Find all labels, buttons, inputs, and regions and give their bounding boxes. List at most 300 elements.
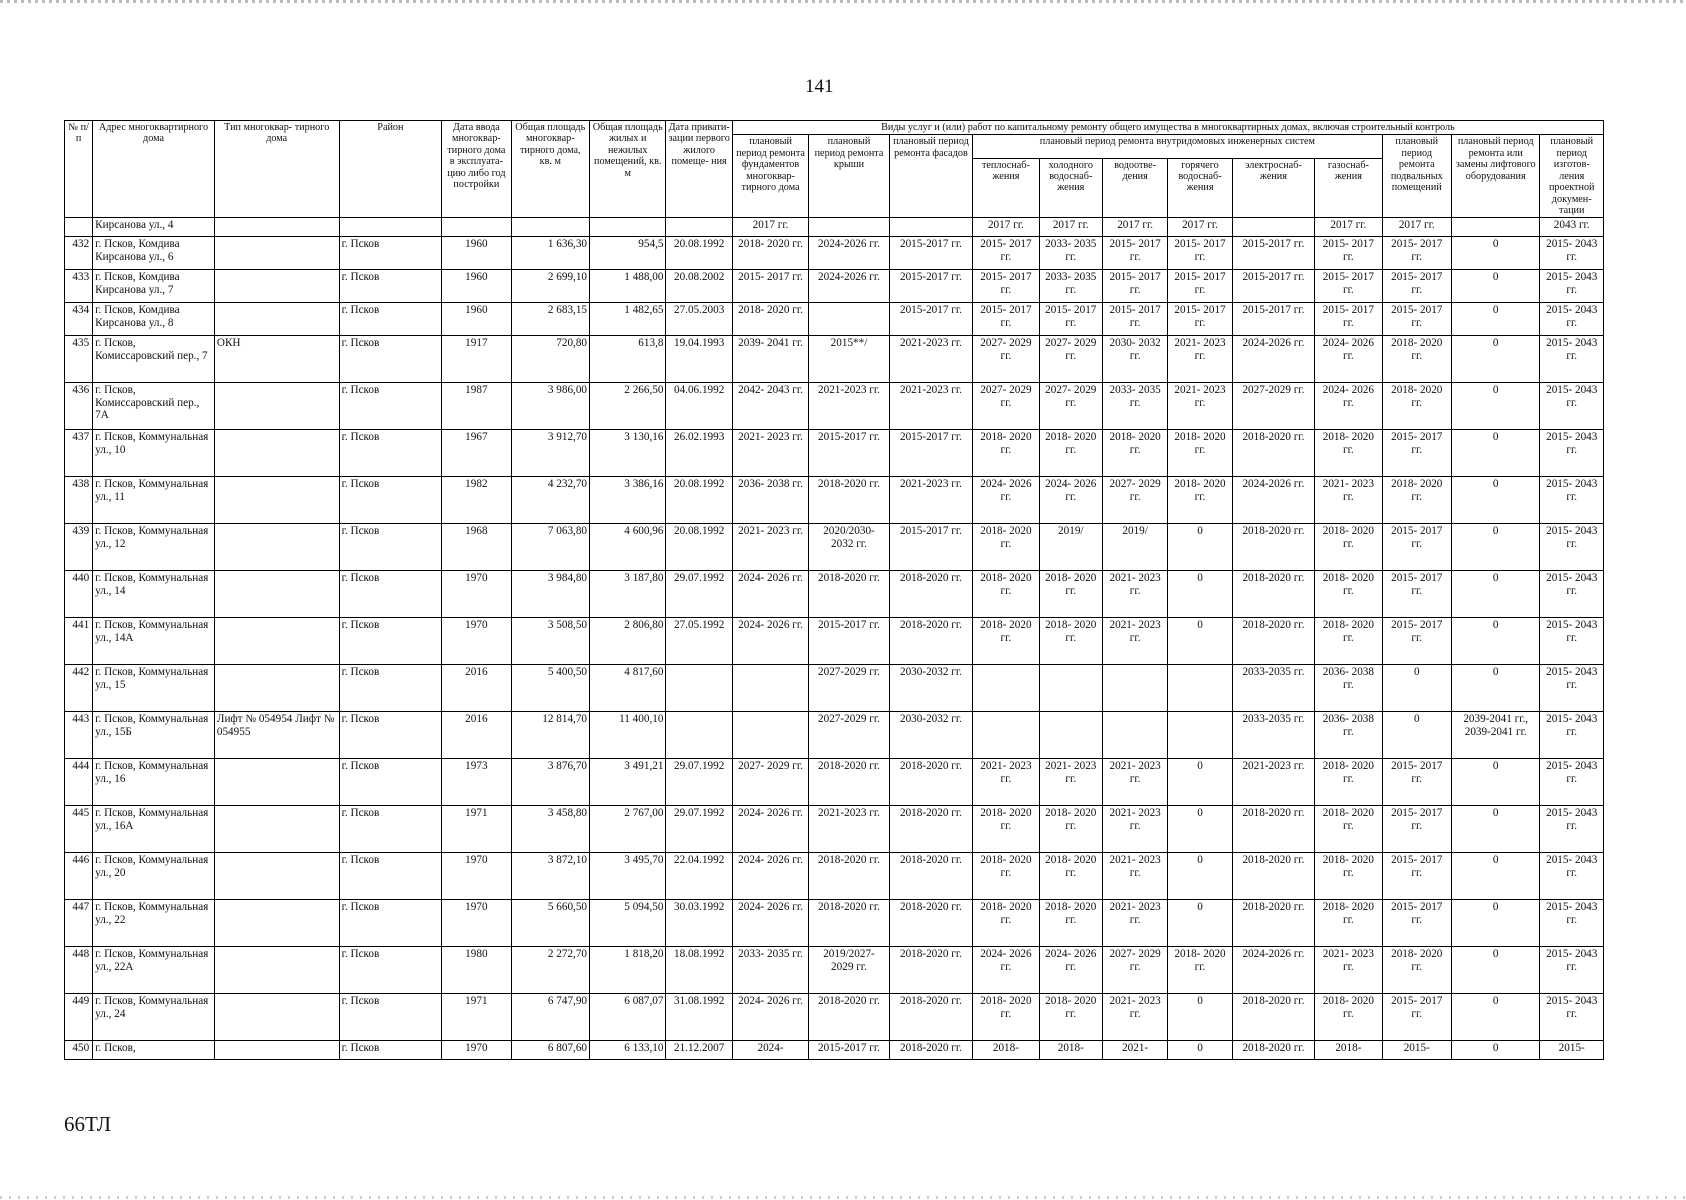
cell-docs: 2015- 2043 гг. bbox=[1540, 806, 1604, 853]
cell-lift: 0 bbox=[1451, 853, 1540, 900]
cell-foundation: 2024- bbox=[732, 1041, 808, 1060]
cell-foundation: 2033- 2035 гг. bbox=[732, 947, 808, 994]
cell-electric: 2033-2035 гг. bbox=[1232, 665, 1314, 712]
cell-year: 1960 bbox=[442, 237, 511, 270]
cell-lift: 0 bbox=[1451, 947, 1540, 994]
cell-heat: 2018- 2020 гг. bbox=[973, 994, 1039, 1041]
cell-address: г. Псков, Комдива Кирсанова ул., 8 bbox=[93, 303, 215, 336]
cell-address: г. Псков, Коммунальная ул., 12 bbox=[93, 524, 215, 571]
cell-facade: 2018-2020 гг. bbox=[889, 759, 972, 806]
cell-no: 440 bbox=[65, 571, 93, 618]
cell-basement: 2017 гг. bbox=[1382, 218, 1451, 237]
cell-cold-water: 2018- bbox=[1039, 1041, 1102, 1060]
header-gas: газоснаб- жения bbox=[1315, 158, 1382, 218]
cell-roof: 2018-2020 гг. bbox=[809, 571, 889, 618]
footer-code: 66ТЛ bbox=[64, 1112, 112, 1136]
cell-foundation: 2017 гг. bbox=[732, 218, 808, 237]
cell-living-area: 3 187,80 bbox=[590, 571, 666, 618]
cell-facade: 2021-2023 гг. bbox=[889, 383, 972, 430]
cell-address: Кирсанова ул., 4 bbox=[93, 218, 215, 237]
cell-hot-water: 0 bbox=[1168, 571, 1232, 618]
cell-sewer: 2027- 2029 гг. bbox=[1102, 947, 1167, 994]
cell-hot-water: 2018- 2020 гг. bbox=[1168, 947, 1232, 994]
capital-repair-table bbox=[64, 120, 1604, 1060]
header-living-area: Общая площадь жилых и нежилых помещений, кв. м bbox=[590, 121, 666, 218]
cell-gas: 2017 гг. bbox=[1315, 218, 1382, 237]
cell-address: г. Псков, Комиссаровский пер., 7А bbox=[93, 383, 215, 430]
cell-gas: 2021- 2023 гг. bbox=[1315, 477, 1382, 524]
cell-cold-water bbox=[1039, 712, 1102, 759]
cell-gas: 2018- bbox=[1315, 1041, 1382, 1060]
cell-foundation: 2024- 2026 гг. bbox=[732, 853, 808, 900]
cell-district: г. Псков bbox=[339, 270, 442, 303]
cell-lift: 0 bbox=[1451, 665, 1540, 712]
cell-type: Лифт № 054954 Лифт № 054955 bbox=[214, 712, 339, 759]
cell-lift: 0 bbox=[1451, 336, 1540, 383]
table-row bbox=[65, 947, 1604, 994]
cell-heat: 2018- 2020 гг. bbox=[973, 806, 1039, 853]
cell-living-area bbox=[590, 218, 666, 237]
cell-total-area bbox=[511, 218, 589, 237]
cell-facade: 2018-2020 гг. bbox=[889, 994, 972, 1041]
header-electric: электроснаб- жения bbox=[1232, 158, 1314, 218]
cell-facade: 2015-2017 гг. bbox=[889, 430, 972, 477]
cell-no: 444 bbox=[65, 759, 93, 806]
cell-electric: 2015-2017 гг. bbox=[1232, 303, 1314, 336]
header-works-group: Виды услуг и (или) работ по капитальному ремонту общего имущества в многоквартирных домах, включая строительный контроль bbox=[732, 121, 1603, 135]
cell-total-area: 4 232,70 bbox=[511, 477, 589, 524]
cell-docs: 2015- 2043 гг. bbox=[1540, 270, 1604, 303]
cell-year: 1970 bbox=[442, 1041, 511, 1060]
cell-heat: 2018- 2020 гг. bbox=[973, 900, 1039, 947]
cell-docs: 2015- 2043 гг. bbox=[1540, 430, 1604, 477]
cell-year: 1973 bbox=[442, 759, 511, 806]
cell-gas: 2036- 2038 гг. bbox=[1315, 712, 1382, 759]
cell-year: 1970 bbox=[442, 853, 511, 900]
cell-foundation: 2027- 2029 гг. bbox=[732, 759, 808, 806]
cell-electric: 2018-2020 гг. bbox=[1232, 618, 1314, 665]
cell-privatization: 21.12.2007 bbox=[666, 1041, 732, 1060]
cell-electric: 2027-2029 гг. bbox=[1232, 383, 1314, 430]
cell-total-area: 3 986,00 bbox=[511, 383, 589, 430]
cell-lift: 0 bbox=[1451, 237, 1540, 270]
cell-facade: 2015-2017 гг. bbox=[889, 237, 972, 270]
cell-type bbox=[214, 759, 339, 806]
cell-sewer: 2018- 2020 гг. bbox=[1102, 430, 1167, 477]
cell-privatization: 27.05.1992 bbox=[666, 618, 732, 665]
cell-living-area: 2 806,80 bbox=[590, 618, 666, 665]
cell-sewer: 2021- 2023 гг. bbox=[1102, 571, 1167, 618]
cell-privatization: 30.03.1992 bbox=[666, 900, 732, 947]
cell-lift: 0 bbox=[1451, 524, 1540, 571]
table-row bbox=[65, 524, 1604, 571]
cell-address: г. Псков, Комдива Кирсанова ул., 7 bbox=[93, 270, 215, 303]
cell-roof: 2018-2020 гг. bbox=[809, 477, 889, 524]
header-foundation: плановый период ремонта фундаментов многоквар- тирного дома bbox=[732, 135, 808, 218]
cell-address: г. Псков, bbox=[93, 1041, 215, 1060]
cell-roof: 2027-2029 гг. bbox=[809, 712, 889, 759]
cell-cold-water: 2018- 2020 гг. bbox=[1039, 900, 1102, 947]
header-basement: плановый период ремонта подвальных помещений bbox=[1382, 135, 1451, 218]
cell-heat: 2015- 2017 гг. bbox=[973, 237, 1039, 270]
cell-address: г. Псков, Комиссаровский пер., 7 bbox=[93, 336, 215, 383]
cell-privatization: 18.08.1992 bbox=[666, 947, 732, 994]
cell-hot-water: 0 bbox=[1168, 994, 1232, 1041]
cell-address: г. Псков, Коммунальная ул., 22А bbox=[93, 947, 215, 994]
table-row bbox=[65, 900, 1604, 947]
header-engineering-group: плановый период ремонта внутридомовых инженерных систем bbox=[973, 135, 1382, 158]
cell-cold-water: 2018- 2020 гг. bbox=[1039, 806, 1102, 853]
cell-sewer: 2021- 2023 гг. bbox=[1102, 618, 1167, 665]
cell-hot-water: 0 bbox=[1168, 900, 1232, 947]
cell-no: 441 bbox=[65, 618, 93, 665]
table-row-continuation bbox=[65, 218, 1604, 237]
header-no: № п/п bbox=[65, 121, 93, 218]
cell-no: 435 bbox=[65, 336, 93, 383]
cell-electric: 2024-2026 гг. bbox=[1232, 336, 1314, 383]
cell-gas: 2024- 2026 гг. bbox=[1315, 383, 1382, 430]
cell-address: г. Псков, Коммунальная ул., 24 bbox=[93, 994, 215, 1041]
header-total-area: Общая площадь многоквар- тирного дома, кв. м bbox=[511, 121, 589, 218]
cell-total-area: 7 063,80 bbox=[511, 524, 589, 571]
cell-gas: 2015- 2017 гг. bbox=[1315, 270, 1382, 303]
cell-heat: 2018- 2020 гг. bbox=[973, 524, 1039, 571]
header-type: Тип многоквар- тирного дома bbox=[214, 121, 339, 218]
cell-privatization: 22.04.1992 bbox=[666, 853, 732, 900]
header-commissioning: Дата ввода многоквар- тирного дома в эксплуата- цию либо год постройки bbox=[442, 121, 511, 218]
cell-type bbox=[214, 383, 339, 430]
cell-year bbox=[442, 218, 511, 237]
cell-year: 1970 bbox=[442, 900, 511, 947]
cell-docs: 2015- 2043 гг. bbox=[1540, 994, 1604, 1041]
cell-roof: 2024-2026 гг. bbox=[809, 270, 889, 303]
cell-total-area: 5 660,50 bbox=[511, 900, 589, 947]
cell-sewer: 2021- bbox=[1102, 1041, 1167, 1060]
cell-type bbox=[214, 270, 339, 303]
cell-basement: 2015- 2017 гг. bbox=[1382, 303, 1451, 336]
header-privatization: Дата привати- зации первого жилого помеще- ния bbox=[666, 121, 732, 218]
cell-gas: 2018- 2020 гг. bbox=[1315, 900, 1382, 947]
cell-electric bbox=[1232, 218, 1314, 237]
cell-roof: 2021-2023 гг. bbox=[809, 383, 889, 430]
cell-no bbox=[65, 218, 93, 237]
cell-address: г. Псков, Коммунальная ул., 22 bbox=[93, 900, 215, 947]
cell-district: г. Псков bbox=[339, 759, 442, 806]
cell-gas: 2018- 2020 гг. bbox=[1315, 430, 1382, 477]
cell-privatization bbox=[666, 665, 732, 712]
header-lift: плановый период ремонта или замены лифтового оборудования bbox=[1451, 135, 1540, 218]
cell-year: 1967 bbox=[442, 430, 511, 477]
cell-living-area: 3 386,16 bbox=[590, 477, 666, 524]
cell-sewer: 2033- 2035 гг. bbox=[1102, 383, 1167, 430]
cell-heat bbox=[973, 665, 1039, 712]
cell-address: г. Псков, Коммунальная ул., 16 bbox=[93, 759, 215, 806]
cell-docs: 2015- 2043 гг. bbox=[1540, 947, 1604, 994]
cell-living-area: 1 482,65 bbox=[590, 303, 666, 336]
cell-electric: 2033-2035 гг. bbox=[1232, 712, 1314, 759]
cell-cold-water: 2018- 2020 гг. bbox=[1039, 430, 1102, 477]
cell-living-area: 2 767,00 bbox=[590, 806, 666, 853]
cell-total-area: 2 272,70 bbox=[511, 947, 589, 994]
cell-district: г. Псков bbox=[339, 853, 442, 900]
cell-no: 437 bbox=[65, 430, 93, 477]
cell-gas: 2024- 2026 гг. bbox=[1315, 336, 1382, 383]
cell-lift: 0 bbox=[1451, 994, 1540, 1041]
header-address: Адрес многоквартирного дома bbox=[93, 121, 215, 218]
cell-cold-water: 2021- 2023 гг. bbox=[1039, 759, 1102, 806]
cell-cold-water: 2018- 2020 гг. bbox=[1039, 853, 1102, 900]
cell-sewer: 2015- 2017 гг. bbox=[1102, 270, 1167, 303]
cell-lift: 2039-2041 гг., 2039-2041 гг. bbox=[1451, 712, 1540, 759]
cell-foundation: 2024- 2026 гг. bbox=[732, 618, 808, 665]
cell-docs: 2015- 2043 гг. bbox=[1540, 618, 1604, 665]
cell-year: 1971 bbox=[442, 994, 511, 1041]
cell-basement: 2018- 2020 гг. bbox=[1382, 947, 1451, 994]
cell-foundation: 2024- 2026 гг. bbox=[732, 806, 808, 853]
cell-facade: 2018-2020 гг. bbox=[889, 947, 972, 994]
cell-electric: 2015-2017 гг. bbox=[1232, 270, 1314, 303]
cell-district: г. Псков bbox=[339, 237, 442, 270]
scan-edge-top bbox=[0, 0, 1686, 3]
table-row bbox=[65, 477, 1604, 524]
cell-cold-water bbox=[1039, 665, 1102, 712]
cell-address: г. Псков, Коммунальная ул., 14А bbox=[93, 618, 215, 665]
cell-cold-water: 2027- 2029 гг. bbox=[1039, 336, 1102, 383]
cell-docs: 2015- 2043 гг. bbox=[1540, 712, 1604, 759]
cell-heat: 2015- 2017 гг. bbox=[973, 303, 1039, 336]
cell-district: г. Псков bbox=[339, 618, 442, 665]
cell-gas: 2018- 2020 гг. bbox=[1315, 994, 1382, 1041]
cell-cold-water: 2015- 2017 гг. bbox=[1039, 303, 1102, 336]
cell-living-area: 3 491,21 bbox=[590, 759, 666, 806]
cell-sewer: 2015- 2017 гг. bbox=[1102, 303, 1167, 336]
cell-electric: 2024-2026 гг. bbox=[1232, 477, 1314, 524]
cell-no: 449 bbox=[65, 994, 93, 1041]
cell-living-area: 2 266,50 bbox=[590, 383, 666, 430]
cell-privatization: 29.07.1992 bbox=[666, 759, 732, 806]
cell-facade: 2018-2020 гг. bbox=[889, 1041, 972, 1060]
cell-year: 1971 bbox=[442, 806, 511, 853]
table-row bbox=[65, 853, 1604, 900]
cell-electric: 2024-2026 гг. bbox=[1232, 947, 1314, 994]
cell-gas: 2036- 2038 гг. bbox=[1315, 665, 1382, 712]
cell-cold-water: 2033- 2035 гг. bbox=[1039, 270, 1102, 303]
cell-basement: 2015- 2017 гг. bbox=[1382, 270, 1451, 303]
cell-foundation: 2018- 2020 гг. bbox=[732, 237, 808, 270]
cell-total-area: 1 636,30 bbox=[511, 237, 589, 270]
cell-total-area: 5 400,50 bbox=[511, 665, 589, 712]
table-row bbox=[65, 430, 1604, 477]
cell-roof: 2018-2020 гг. bbox=[809, 853, 889, 900]
cell-hot-water: 0 bbox=[1168, 806, 1232, 853]
cell-total-area: 6 747,90 bbox=[511, 994, 589, 1041]
cell-heat: 2021- 2023 гг. bbox=[973, 759, 1039, 806]
cell-type bbox=[214, 430, 339, 477]
cell-lift: 0 bbox=[1451, 477, 1540, 524]
cell-hot-water bbox=[1168, 665, 1232, 712]
cell-basement: 2015- 2017 гг. bbox=[1382, 994, 1451, 1041]
cell-address: г. Псков, Коммунальная ул., 15Б bbox=[93, 712, 215, 759]
header-facade: плановый период ремонта фасадов bbox=[889, 135, 972, 218]
header-roof: плановый период ремонта крыши bbox=[809, 135, 889, 218]
cell-hot-water: 0 bbox=[1168, 1041, 1232, 1060]
cell-living-area: 613,8 bbox=[590, 336, 666, 383]
cell-district: г. Псков bbox=[339, 571, 442, 618]
cell-basement: 2018- 2020 гг. bbox=[1382, 336, 1451, 383]
cell-roof bbox=[809, 303, 889, 336]
cell-hot-water: 0 bbox=[1168, 618, 1232, 665]
cell-living-area: 11 400,10 bbox=[590, 712, 666, 759]
cell-cold-water: 2024- 2026 гг. bbox=[1039, 477, 1102, 524]
cell-address: г. Псков, Коммунальная ул., 10 bbox=[93, 430, 215, 477]
table-body bbox=[65, 218, 1604, 1060]
cell-year: 1987 bbox=[442, 383, 511, 430]
cell-hot-water: 2017 гг. bbox=[1168, 218, 1232, 237]
cell-facade: 2015-2017 гг. bbox=[889, 303, 972, 336]
cell-district: г. Псков bbox=[339, 430, 442, 477]
cell-foundation: 2042- 2043 гг. bbox=[732, 383, 808, 430]
cell-electric: 2021-2023 гг. bbox=[1232, 759, 1314, 806]
cell-docs: 2015- 2043 гг. bbox=[1540, 853, 1604, 900]
scan-edge-bottom bbox=[0, 1196, 1686, 1199]
cell-no: 446 bbox=[65, 853, 93, 900]
cell-gas: 2018- 2020 гг. bbox=[1315, 524, 1382, 571]
cell-total-area: 720,80 bbox=[511, 336, 589, 383]
cell-roof: 2018-2020 гг. bbox=[809, 994, 889, 1041]
cell-address: г. Псков, Коммунальная ул., 16А bbox=[93, 806, 215, 853]
cell-year: 1980 bbox=[442, 947, 511, 994]
cell-roof: 2015-2017 гг. bbox=[809, 1041, 889, 1060]
cell-living-area: 3 130,16 bbox=[590, 430, 666, 477]
cell-sewer: 2021- 2023 гг. bbox=[1102, 853, 1167, 900]
cell-foundation: 2018- 2020 гг. bbox=[732, 303, 808, 336]
cell-privatization: 19.04.1993 bbox=[666, 336, 732, 383]
cell-type bbox=[214, 303, 339, 336]
cell-lift: 0 bbox=[1451, 571, 1540, 618]
cell-heat: 2018- 2020 гг. bbox=[973, 618, 1039, 665]
cell-privatization: 20.08.1992 bbox=[666, 524, 732, 571]
table-row bbox=[65, 665, 1604, 712]
cell-living-area: 6 133,10 bbox=[590, 1041, 666, 1060]
cell-cold-water: 2019/ bbox=[1039, 524, 1102, 571]
table-row bbox=[65, 237, 1604, 270]
cell-basement: 2015- 2017 гг. bbox=[1382, 759, 1451, 806]
cell-heat: 2018- 2020 гг. bbox=[973, 571, 1039, 618]
cell-basement: 2015- 2017 гг. bbox=[1382, 853, 1451, 900]
cell-no: 433 bbox=[65, 270, 93, 303]
cell-sewer: 2021- 2023 гг. bbox=[1102, 900, 1167, 947]
cell-docs: 2015- 2043 гг. bbox=[1540, 759, 1604, 806]
cell-year: 1917 bbox=[442, 336, 511, 383]
cell-sewer: 2021- 2023 гг. bbox=[1102, 759, 1167, 806]
cell-lift: 0 bbox=[1451, 430, 1540, 477]
cell-docs: 2015- 2043 гг. bbox=[1540, 900, 1604, 947]
cell-sewer: 2021- 2023 гг. bbox=[1102, 994, 1167, 1041]
cell-no: 442 bbox=[65, 665, 93, 712]
cell-district: г. Псков bbox=[339, 665, 442, 712]
cell-district: г. Псков bbox=[339, 524, 442, 571]
cell-basement: 2018- 2020 гг. bbox=[1382, 477, 1451, 524]
table-header bbox=[65, 121, 1604, 218]
table-row bbox=[65, 994, 1604, 1041]
cell-sewer bbox=[1102, 665, 1167, 712]
cell-docs: 2015- 2043 гг. bbox=[1540, 237, 1604, 270]
cell-foundation bbox=[732, 712, 808, 759]
cell-lift: 0 bbox=[1451, 618, 1540, 665]
cell-gas: 2015- 2017 гг. bbox=[1315, 303, 1382, 336]
cell-district: г. Псков bbox=[339, 477, 442, 524]
cell-total-area: 2 699,10 bbox=[511, 270, 589, 303]
cell-lift: 0 bbox=[1451, 383, 1540, 430]
cell-living-area: 4 600,96 bbox=[590, 524, 666, 571]
cell-year: 1968 bbox=[442, 524, 511, 571]
cell-total-area: 6 807,60 bbox=[511, 1041, 589, 1060]
cell-district: г. Псков bbox=[339, 806, 442, 853]
cell-roof: 2019/2027- 2029 гг. bbox=[809, 947, 889, 994]
cell-heat: 2018- bbox=[973, 1041, 1039, 1060]
cell-total-area: 3 508,50 bbox=[511, 618, 589, 665]
cell-living-area: 4 817,60 bbox=[590, 665, 666, 712]
cell-living-area: 3 495,70 bbox=[590, 853, 666, 900]
cell-type bbox=[214, 218, 339, 237]
cell-hot-water: 0 bbox=[1168, 853, 1232, 900]
cell-heat: 2027- 2029 гг. bbox=[973, 336, 1039, 383]
cell-basement: 2015- bbox=[1382, 1041, 1451, 1060]
cell-hot-water: 2018- 2020 гг. bbox=[1168, 430, 1232, 477]
cell-year: 1960 bbox=[442, 303, 511, 336]
cell-cold-water: 2018- 2020 гг. bbox=[1039, 618, 1102, 665]
cell-lift: 0 bbox=[1451, 759, 1540, 806]
cell-total-area: 3 458,80 bbox=[511, 806, 589, 853]
cell-lift: 0 bbox=[1451, 303, 1540, 336]
cell-foundation: 2015- 2017 гг. bbox=[732, 270, 808, 303]
table-row bbox=[65, 303, 1604, 336]
cell-facade: 2021-2023 гг. bbox=[889, 477, 972, 524]
cell-heat: 2018- 2020 гг. bbox=[973, 430, 1039, 477]
cell-hot-water: 2021- 2023 гг. bbox=[1168, 383, 1232, 430]
cell-total-area: 12 814,70 bbox=[511, 712, 589, 759]
cell-gas: 2018- 2020 гг. bbox=[1315, 853, 1382, 900]
table-row bbox=[65, 759, 1604, 806]
cell-type bbox=[214, 900, 339, 947]
cell-facade: 2018-2020 гг. bbox=[889, 806, 972, 853]
cell-privatization: 27.05.2003 bbox=[666, 303, 732, 336]
cell-sewer: 2027- 2029 гг. bbox=[1102, 477, 1167, 524]
cell-total-area: 3 984,80 bbox=[511, 571, 589, 618]
cell-lift bbox=[1451, 218, 1540, 237]
cell-foundation: 2024- 2026 гг. bbox=[732, 900, 808, 947]
cell-lift: 0 bbox=[1451, 806, 1540, 853]
cell-sewer: 2021- 2023 гг. bbox=[1102, 806, 1167, 853]
cell-roof: 2020/2030- 2032 гг. bbox=[809, 524, 889, 571]
cell-address: г. Псков, Комдива Кирсанова ул., 6 bbox=[93, 237, 215, 270]
cell-heat: 2024- 2026 гг. bbox=[973, 947, 1039, 994]
cell-heat bbox=[973, 712, 1039, 759]
header-hot-water: горячего водоснаб- жения bbox=[1168, 158, 1232, 218]
cell-roof: 2018-2020 гг. bbox=[809, 759, 889, 806]
cell-privatization: 04.06.1992 bbox=[666, 383, 732, 430]
cell-electric: 2018-2020 гг. bbox=[1232, 806, 1314, 853]
cell-sewer: 2019/ bbox=[1102, 524, 1167, 571]
cell-lift: 0 bbox=[1451, 900, 1540, 947]
table-row bbox=[65, 806, 1604, 853]
header-sewer: водоотве- дения bbox=[1102, 158, 1167, 218]
cell-roof: 2015-2017 гг. bbox=[809, 618, 889, 665]
cell-total-area: 3 872,10 bbox=[511, 853, 589, 900]
cell-facade bbox=[889, 218, 972, 237]
cell-basement: 2015- 2017 гг. bbox=[1382, 571, 1451, 618]
cell-docs: 2015- 2043 гг. bbox=[1540, 477, 1604, 524]
